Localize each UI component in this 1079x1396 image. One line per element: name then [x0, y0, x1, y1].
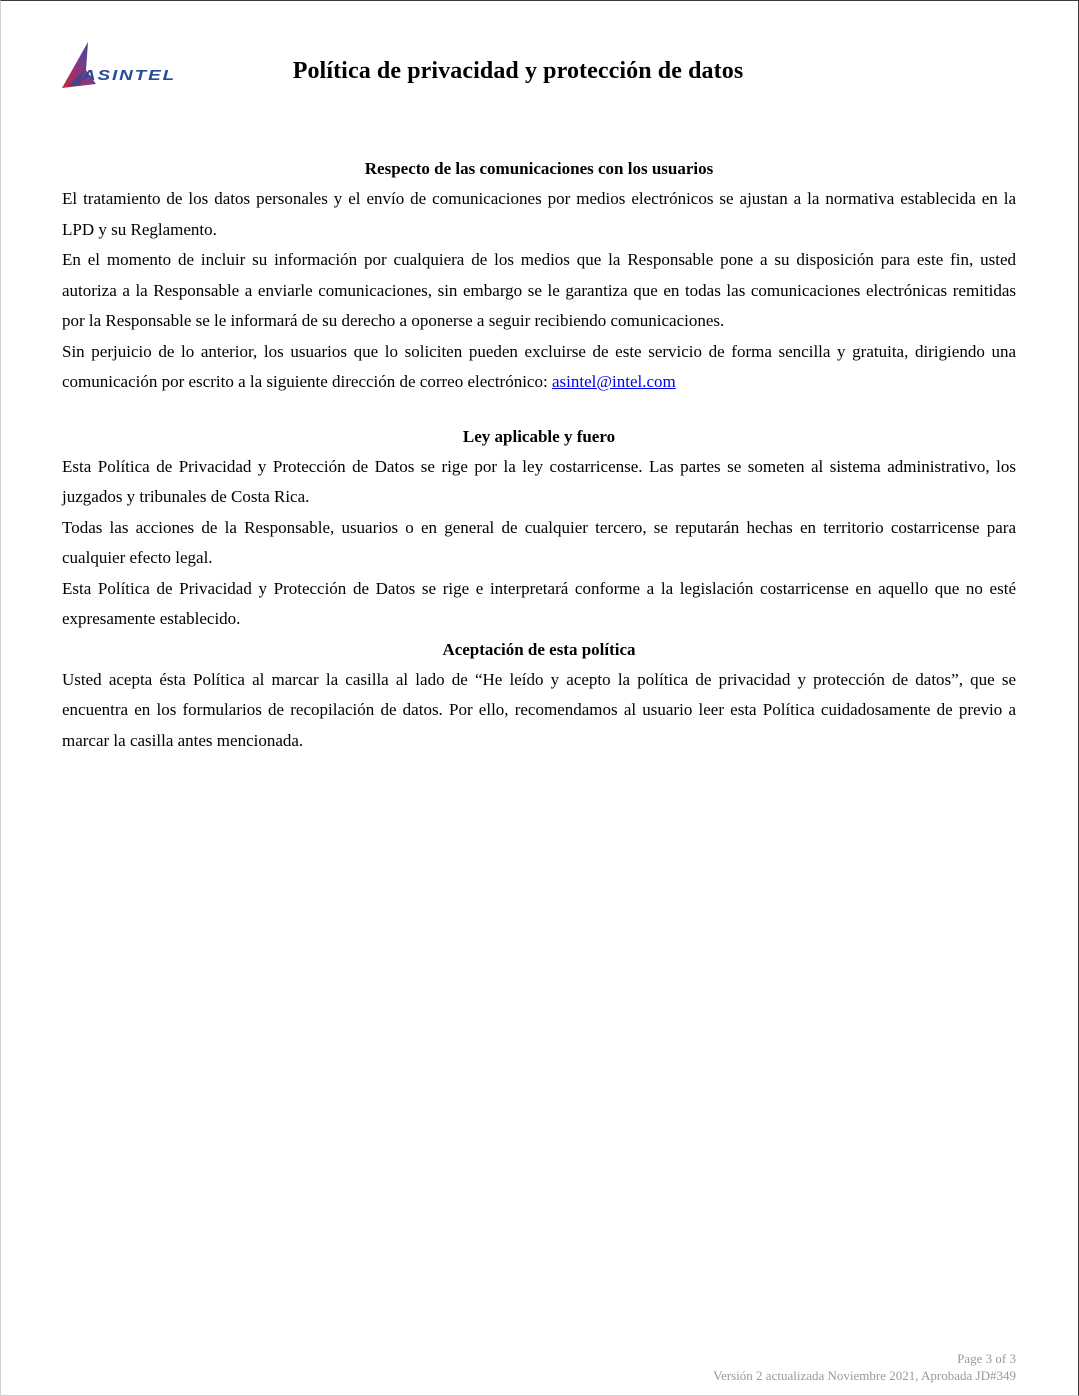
document-body — [62, 154, 1016, 756]
page-footer — [713, 1350, 1016, 1384]
section-heading-acceptance: Aceptación de esta política — [442, 639, 636, 659]
paragraph: Esta Política de Privacidad y Protección de Datos se rige e interpretará conforme a la legislación costarricense en aquello que no esté expresamente establecido. — [62, 578, 1016, 628]
version-note: Versión 2 actualizada Noviembre 2021, Aprobada JD#349 — [713, 1368, 1016, 1383]
page-number: Page 3 of 3 — [957, 1351, 1016, 1366]
paragraph-with-email — [62, 337, 1016, 398]
paragraph: En el momento de incluir su información por cualquiera de los medios que la Responsable pone a su disposición para este fin, usted autoriza a la Responsable a enviarle comunicaciones, sin embargo se le garantiza que en todas las comunicaciones electrónicas remitidas por la Responsable se le informará de su derecho a oponerse a seguir recibiendo comunicaciones. — [62, 250, 1016, 330]
section-heading-communications: Respecto de las comunicaciones con los usuarios — [364, 159, 714, 178]
paragraph: Todas las acciones de la Responsable, usuarios o en general de cualquier tercero, se reputarán hechas en territorio costarricense para cualquier efecto legal. — [62, 517, 1016, 567]
paragraph: El tratamiento de los datos personales y el envío de comunicaciones por medios electrónicos se ajustan a la normativa establecida en la LPD y su Reglamento. — [62, 189, 1016, 239]
page-title: Política de privacidad y protección de datos — [292, 58, 744, 84]
logo-text: ASINTEL — [80, 67, 176, 84]
email-link[interactable]: asintel@intel.com — [551, 372, 676, 391]
paragraph-text: Sin perjuicio de lo anterior, los usuarios que lo soliciten pueden excluirse de este servicio de forma sencilla y gratuita, dirigiendo una comunicación por escrito a la siguiente dirección de correo electrónico: — [62, 341, 1016, 391]
paragraph: Esta Política de Privacidad y Protección de Datos se rige por la ley costarricense. Las partes se someten al sistema administrativo, los juzgados y tribunales de Costa Rica. — [62, 456, 1016, 506]
paragraph: Usted acepta ésta Política al marcar la casilla al lado de “He leído y acepto la política de privacidad y protección de datos”, que se encuentra en los formularios de recopilación de datos. Por ello, recomendamos al usuario leer esta Política cuidadosamente de previo a marcar la casilla antes mencionada. — [62, 669, 1016, 750]
section-heading-applicable-law: Ley aplicable y fuero — [462, 426, 616, 446]
